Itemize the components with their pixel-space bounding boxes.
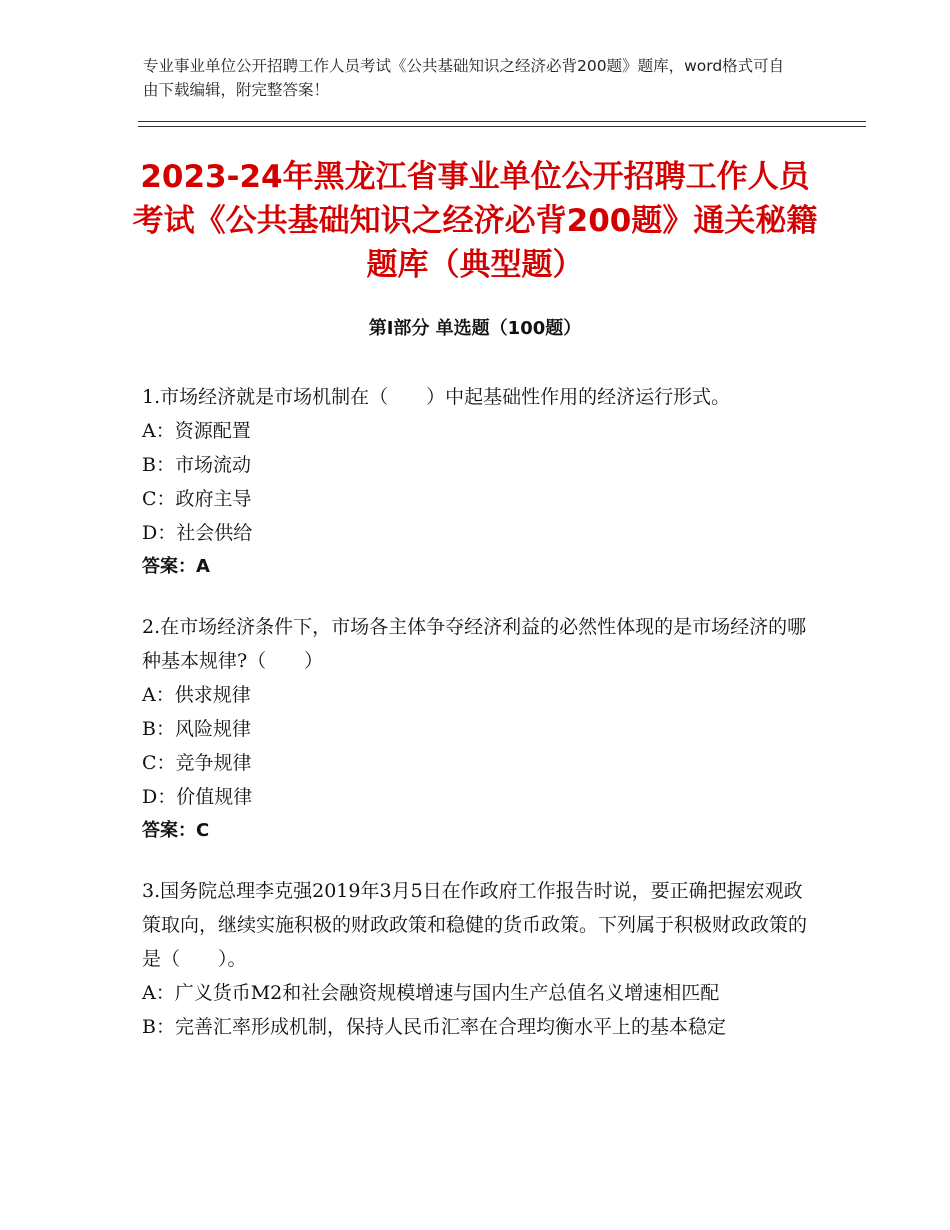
question-list [142,380,807,1070]
header-note: 专业事业单位公开招聘工作人员考试《公共基础知识之经济必背200题》题库，word格式可自由下载编辑，附完整答案！ [143,57,785,99]
question-stem: 3.国务院总理李克强2019年3月5日在作政府工作报告时说，要正确把握宏观政策取向，继续实施积极的财政政策和稳健的货币政策。下列属于积极财政政策的是（ ）。 [142,880,808,970]
answer-line: 答案：C [142,820,210,841]
option-d: D：社会供给 [142,522,253,544]
question-3 [142,874,807,1044]
question-2 [142,610,807,848]
option-b: B：市场流动 [142,454,251,476]
option-a: A：广义货币M2和社会融资规模增速与国内生产总值名义增速相匹配 [142,982,720,1004]
document-title: 2023-24年黑龙江省事业单位公开招聘工作人员考试《公共基础知识之经济必背200题》通关秘籍题库（典型题） [132,159,818,283]
header-divider [138,121,866,127]
answer-line: 答案：A [142,556,210,577]
option-b: B：风险规律 [142,718,251,740]
option-a: A：供求规律 [142,684,251,706]
option-c: C：竞争规律 [142,752,252,774]
question-stem: 1.市场经济就是市场机制在（ ）中起基础性作用的经济运行形式。 [142,386,731,408]
option-a: A：资源配置 [142,420,251,442]
question-1 [142,380,807,584]
part-heading: 第Ⅰ部分 单选题（100题） [368,318,582,339]
option-d: D：价值规律 [142,786,253,808]
option-c: C：政府主导 [142,488,252,510]
question-stem: 2.在市场经济条件下，市场各主体争夺经济利益的必然性体现的是市场经济的哪种基本规律?（ ） [142,616,807,672]
option-b: B：完善汇率形成机制，保持人民币汇率在合理均衡水平上的基本稳定 [142,1016,726,1038]
